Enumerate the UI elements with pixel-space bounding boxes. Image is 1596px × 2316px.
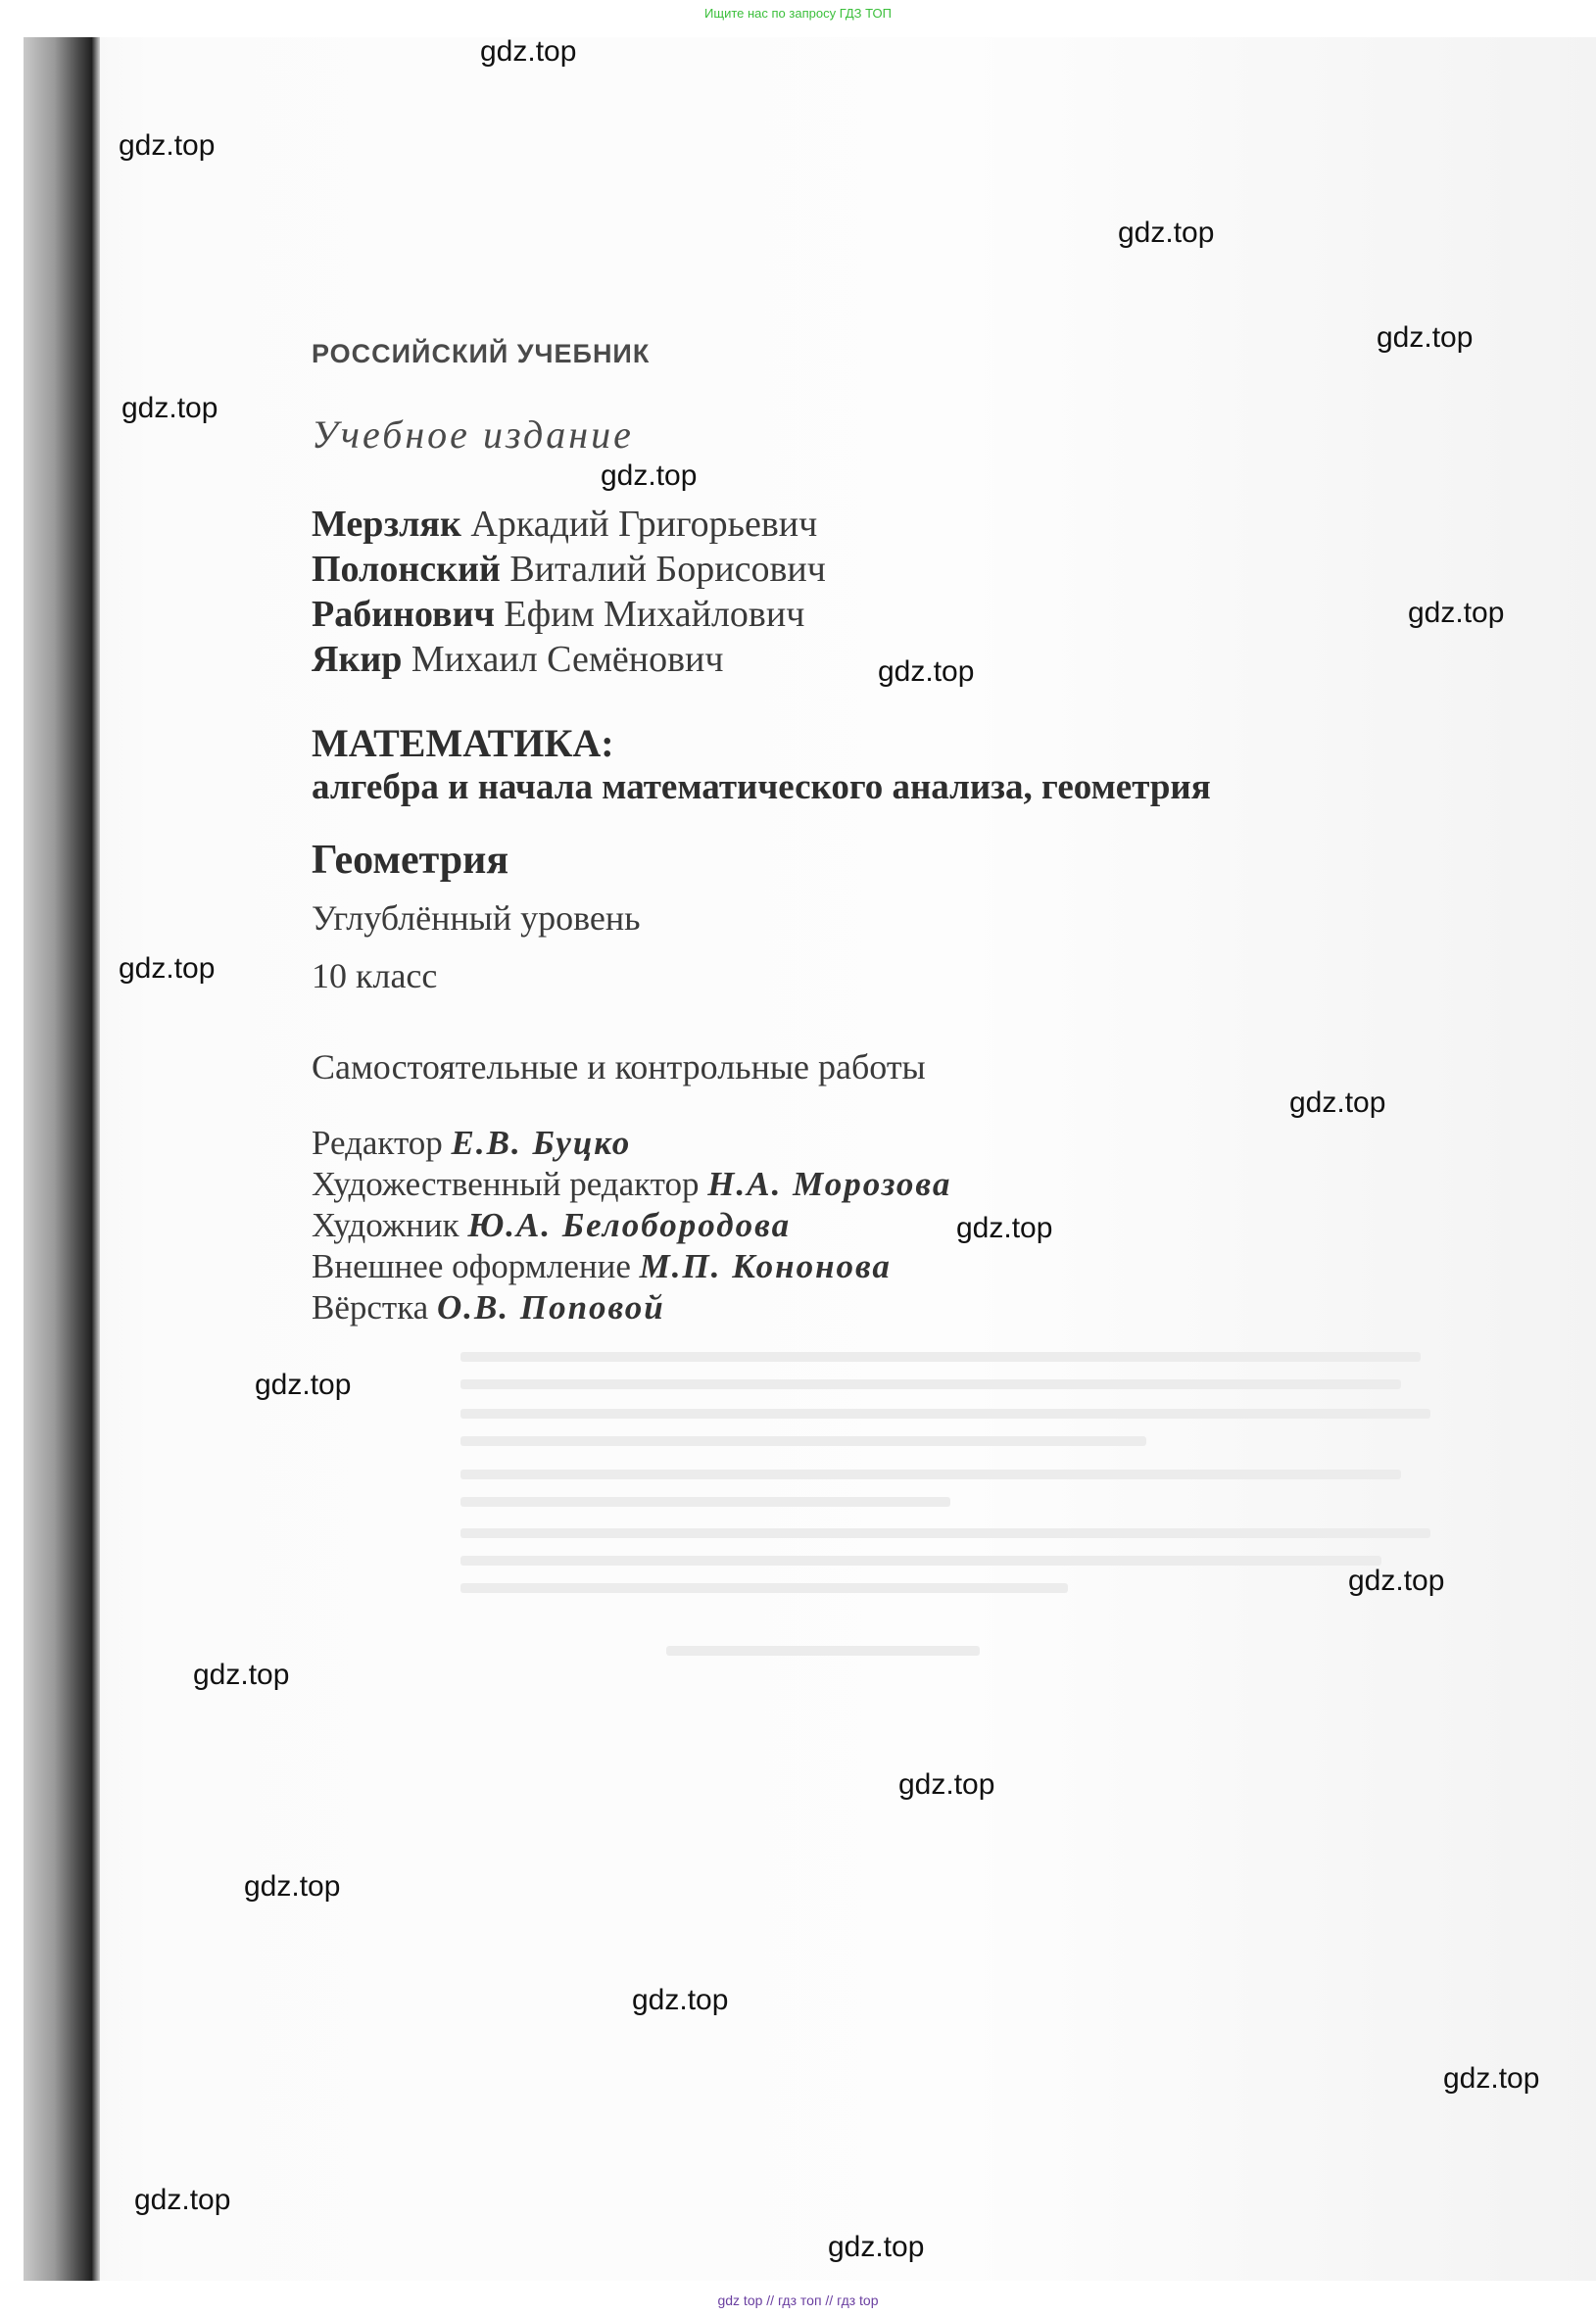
faint-line <box>460 1556 1381 1566</box>
book-title: МАТЕМАТИКА: <box>312 721 614 765</box>
watermark: gdz.top <box>119 952 216 985</box>
watermark: gdz.top <box>1289 1086 1386 1119</box>
author-line <box>312 502 826 547</box>
series-label: РОССИЙСКИЙ УЧЕБНИК <box>312 339 651 368</box>
credit-line <box>312 1123 951 1164</box>
author-surname: Полонский <box>312 549 501 590</box>
author-name: Ефим Михайлович <box>504 594 805 635</box>
top-banner[interactable]: Ищите нас по запросу ГДЗ ТОП <box>704 6 892 21</box>
watermark: gdz.top <box>632 1984 729 2016</box>
watermark: gdz.top <box>121 392 218 424</box>
author-name: Виталий Борисович <box>509 549 826 590</box>
credit-person: Е.В. Буцко <box>451 1124 632 1162</box>
book-part: Геометрия <box>312 838 509 883</box>
credit-role: Внешнее оформление <box>312 1247 631 1285</box>
watermark: gdz.top <box>193 1659 290 1691</box>
book-level: Углублённый уровень <box>312 898 641 938</box>
watermark: gdz.top <box>828 2231 925 2263</box>
credit-person: Н.А. Морозова <box>707 1165 952 1203</box>
credit-person: Ю.А. Белобородова <box>467 1206 792 1244</box>
author-line <box>312 637 826 682</box>
watermark: gdz.top <box>956 1212 1053 1244</box>
faint-line <box>460 1470 1401 1479</box>
watermark: gdz.top <box>1348 1565 1445 1597</box>
watermark: gdz.top <box>255 1369 352 1401</box>
credit-line <box>312 1287 951 1328</box>
watermark: gdz.top <box>1408 597 1505 629</box>
author-line <box>312 547 826 592</box>
author-name: Михаил Семёнович <box>411 639 724 680</box>
watermark: gdz.top <box>878 655 975 688</box>
author-surname: Рабинович <box>312 594 495 635</box>
authors-list <box>312 502 826 682</box>
author-line <box>312 592 826 637</box>
faint-line <box>460 1352 1421 1362</box>
faint-line <box>460 1497 950 1507</box>
credit-role: Вёрстка <box>312 1288 429 1327</box>
faint-line <box>460 1436 1146 1446</box>
author-surname: Мерзляк <box>312 504 461 545</box>
credit-role: Художественный редактор <box>312 1165 700 1203</box>
credit-line <box>312 1205 951 1246</box>
faint-line <box>460 1409 1430 1419</box>
watermark: gdz.top <box>1377 321 1474 354</box>
watermark: gdz.top <box>601 459 698 492</box>
author-name: Аркадий Григорьевич <box>470 504 818 545</box>
credit-line <box>312 1246 951 1287</box>
faint-line <box>460 1379 1401 1389</box>
watermark: gdz.top <box>119 129 216 162</box>
faint-line <box>666 1646 980 1656</box>
book-works: Самостоятельные и контрольные работы <box>312 1047 926 1086</box>
watermark: gdz.top <box>1443 2062 1540 2095</box>
credit-line <box>312 1164 951 1205</box>
edition-label: Учебное издание <box>312 412 634 457</box>
book-subtitle: алгебра и начала математического анализа, геометрия <box>312 767 1211 807</box>
book-spine-shadow <box>24 37 92 2281</box>
book-spine-edge <box>92 37 100 2281</box>
watermark: gdz.top <box>480 35 577 68</box>
author-surname: Якир <box>312 639 403 680</box>
faint-line <box>460 1583 1068 1593</box>
credit-person: О.В. Поповой <box>436 1288 665 1327</box>
credit-role: Художник <box>312 1206 459 1244</box>
watermark: gdz.top <box>898 1768 995 1801</box>
credit-person: М.П. Кононова <box>639 1247 892 1285</box>
watermark: gdz.top <box>244 1870 341 1903</box>
faint-line <box>460 1528 1430 1538</box>
book-grade: 10 класс <box>312 956 438 995</box>
watermark: gdz.top <box>134 2184 231 2216</box>
credits-list <box>312 1123 951 1328</box>
credit-role: Редактор <box>312 1124 443 1162</box>
watermark: gdz.top <box>1118 217 1215 249</box>
footer-links[interactable]: gdz top // гдз топ // гдз top <box>717 2292 879 2308</box>
